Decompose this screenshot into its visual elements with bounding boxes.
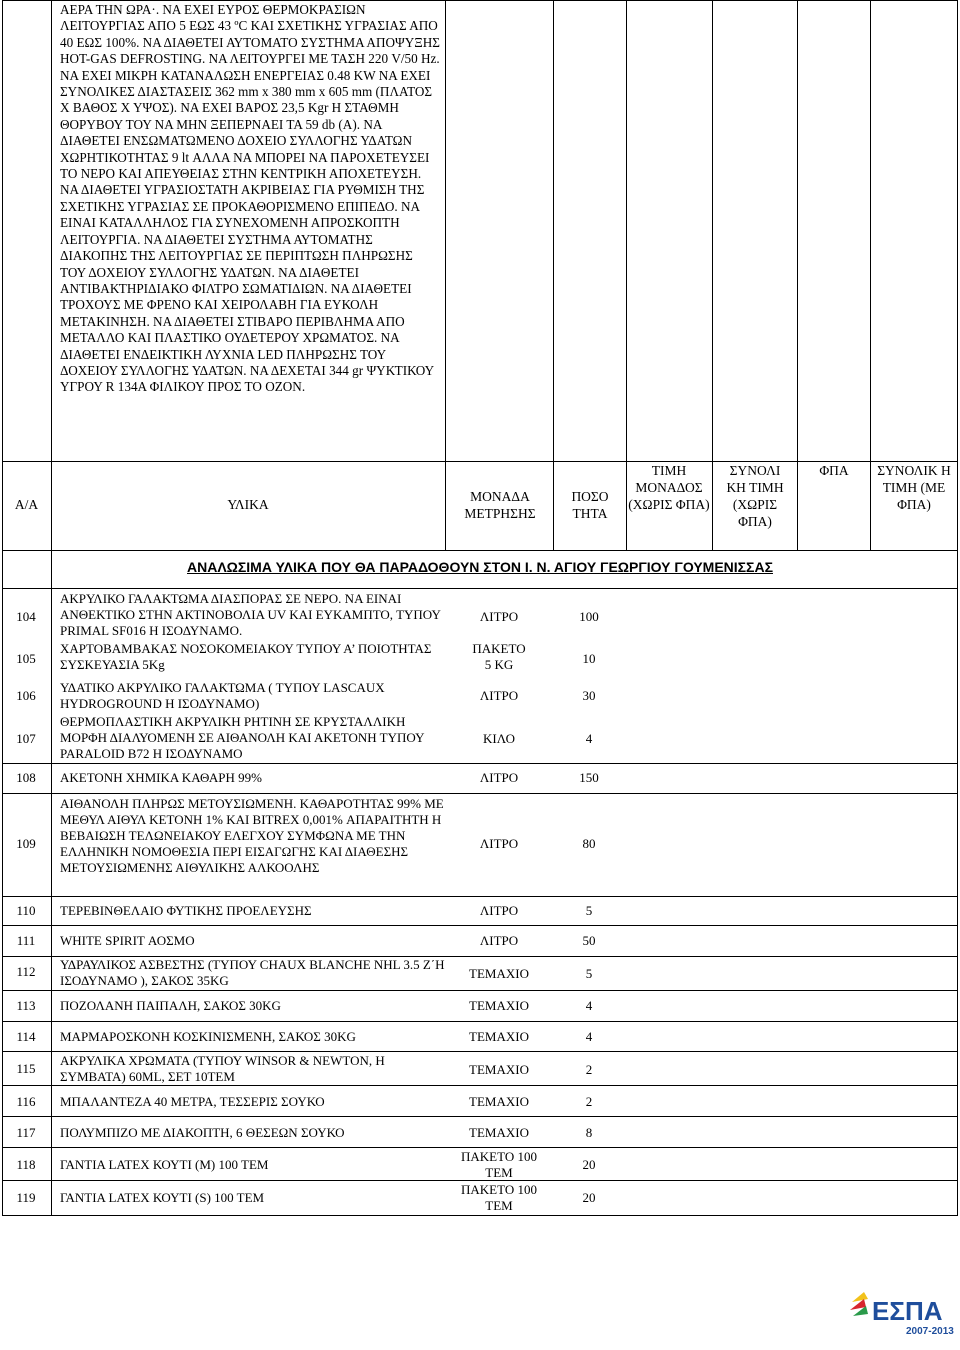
row-item: ΓΑΝΤΙΑ LATEX ΚΟΥΤΙ (Μ) 100 ΤΕΜ	[60, 1157, 269, 1172]
row-item: ΧΑΡΤΟΒΑΜΒΑΚΑΣ ΝΟΣΟΚΟΜΕΙΑΚΟΥ ΤΥΠΟΥ Α’ ΠΟΙΟΤΗΤΑΣ ΣΥΣΚΕΥΑΣΙΑ 5Kg	[60, 641, 432, 672]
logo-years: 2007-2013	[906, 1326, 954, 1337]
row-item: ΠΟΖΟΛΑΝΗ ΠΑΙΠΑΛΗ, ΣΑΚΟΣ 30KG	[60, 998, 281, 1013]
row-qty: 5	[585, 966, 593, 981]
header-unit-price: ΤΙΜΗ ΜΟΝΑΔΟΣ (ΧΩΡΙΣ ΦΠΑ)	[628, 463, 710, 512]
row-item: ΥΔΑΤΙΚΟ ΑΚΡΥΛΙΚΟ ΓΑΛΑΚΤΩΜΑ ( ΤΥΠΟΥ LASCAUX HYDROGROUND Η ΙΣΟΔΥΝΑΜΟ)	[60, 680, 385, 711]
row-unit: ΛΙΤΡΟ	[479, 903, 519, 918]
row-unit: ΠΑΚΕΤΟ 100 ΤΕΜ	[461, 1149, 537, 1180]
row-number: 110	[16, 903, 36, 918]
row-number: 108	[16, 770, 36, 785]
row-item: ΠΟΛΥΜΠΙΖΟ ΜΕ ΔΙΑΚΟΠΤΗ, 6 ΘΕΣΕΩΝ ΣΟΥΚΟ	[60, 1125, 345, 1140]
row-number: 113	[16, 998, 36, 1013]
row-qty: 30	[582, 688, 596, 703]
row-item: ΜΠΑΛΑΝΤΕΖΑ 40 ΜΕΤΡΑ, ΤΕΣΣΕΡΙΣ ΣΟΥΚΟ	[60, 1094, 325, 1109]
row-number: 114	[16, 1029, 36, 1044]
header-qty: ΠΟΣΟ ΤΗΤΑ	[571, 489, 609, 521]
continuation-description: ΑΕΡΑ ΤΗΝ ΩΡΑ·. ΝΑ ΕΧΕΙ ΕΥΡΟΣ ΘΕΡΜΟΚΡΑΣΙΩΝ ΛΕΙΤΟΥΡΓΙΑΣ ΑΠΟ 5 ΕΩΣ 43 ºC ΚΑΙ ΣΧΕΤΙΚΗΣ ΥΓΡΑΣΙΑΣ ΑΠΟ 40 ΕΩΣ 100%. ΝΑ ΔΙΑΘΕΤΕΙ ΑΥΤΟΜΑΤΟ ΣΥΣΤΗΜΑ ΑΠΟΨΥΞΗΣ HOT-GAS DEFROSTING. ΝΑ ΛΕΙΤΟΥΡΓΕΙ ΜΕ ΤΑΣΗ 220 V/50 Hz. ΝΑ ΕΧΕΙ ΜΙΚΡΗ ΚΑΤΑΝΑΛΩΣΗ ΕΝΕΡΓΕΙΑΣ 0.48 KW ΝΑ ΕΧΕΙ ΣΥΝΟΛΙΚΕΣ ΔΙΑΣΤΑΣΕΙΣ 362 mm x 380 mm x 605 mm (ΠΛΑΤΟΣ Χ ΒΑΘΟΣ Χ ΥΨΟΣ). ΝΑ ΕΧΕΙ ΒΑΡΟΣ 23,5 Kgr Η ΣΤΑΘΜΗ ΘΟΡΥΒΟΥ ΤΟΥ ΝΑ ΜΗΝ ΞΕΠΕΡΝΑΕΙ ΤΑ 59 db (A). ΝΑ ΔΙΑΘΕΤΕΙ ΕΝΣΩΜΑΤΩΜΕΝΟ ΔΟΧΕΙΟ ΣΥΛΛΟΓΗΣ ΥΔΑΤΩΝ ΧΩΡΗΤΙΚΟΤΗΤΑΣ 9 lt ΑΛΛΑ ΝΑ ΜΠΟΡΕΙ ΝΑ ΠΑΡΟΧΕΤΕΥΣΕΙ ΤΟ ΝΕΡΟ ΚΑΙ ΑΠΕΥΘΕΙΑΣ ΣΤΗΝ ΚΕΝΤΡΙΚΗ ΑΠΟΧΕΤΕΥΣΗ. ΝΑ ΔΙΑΘΕΤΕΙ ΥΓΡΑΣΙΟΣΤΑΤΗ ΑΚΡΙΒΕΙΑΣ ΓΙΑ ΡΥΘΜΙΣΗ ΤΗΣ ΣΧΕΤΙΚΗΣ ΥΓΡΑΣΙΑΣ ΣΕ ΠΡΟΚΑΘΟΡΙΣΜΕΝΟ ΕΠΙΠΕΔΟ. ΝΑ ΕΙΝΑΙ ΚΑΤΑΛΛΗΛΟΣ ΓΙΑ ΣΥΝΕΧΟΜΕΝΗ ΑΠΡΟΣΚΟΠΤΗ ΛΕΙΤΟΥΡΓΙΑ. ΝΑ ΔΙΑΘΕΤΕΙ ΣΥΣΤΗΜΑ ΑΥΤΟΜΑΤΗΣ ΔΙΑΚΟΠΗΣ ΤΗΣ ΛΕΙΤΟΥΡΓΙΑΣ ΣΕ ΠΕΡΙΠΤΩΣΗ ΠΛΗΡΩΣΗΣ ΤΟΥ ΔΟΧΕΙΟΥ ΣΥΛΛΟΓΗΣ ΥΔΑΤΩΝ. ΝΑ ΔΙΑΘΕΤΕΙ ΑΝΤΙΒΑΚΤΗΡΙΔΙΑΚΟ ΦΙΛΤΡΟ ΣΩΜΑΤΙΔΙΩΝ. ΝΑ ΔΙΑΘΕΤΕΙ ΤΡΟΧΟΥΣ ΜΕ ΦΡΕΝΟ ΚΑΙ ΧΕΙΡΟΛΑΒΗ ΓΙΑ ΕΥΚΟΛΗ ΜΕΤΑΚΙΝΗΣΗ. ΝΑ ΔΙΑΘΕΤΕΙ ΣΤΙΒΑΡΟ ΠΕΡΙΒΛΗΜΑ ΑΠΟ ΜΕΤΑΛΛΟ ΚΑΙ ΠΛΑΣΤΙΚΟ ΟΥΔΕΤΕΡΟΥ ΧΡΩΜΑΤΟΣ. ΝΑ ΔΙΑΘΕΤΕΙ ΕΝΔΕΙΚΤΙΚΗ ΛΥΧΝΙΑ LED ΠΛΗΡΩΣΗΣ ΤΟΥ ΔΟΧΕΙΟΥ ΣΥΛΛΟΓΗΣ ΥΔΑΤΩΝ. ΝΑ ΔΕΧΕΤΑΙ 344 gr ΨΥΚΤΙΚΟΥ ΥΓΡΟΥ R 134A ΦΙΛΙΚΟΥ ΠΡΟΣ ΤΟ ΟΖΟΝ.	[60, 2, 440, 395]
row-unit: ΚΙΛΟ	[483, 731, 515, 746]
logo-text: ΕΣΠΑ	[872, 1296, 943, 1326]
row-unit: ΤΕΜΑΧΙΟ	[469, 998, 529, 1013]
row-item: ΑΙΘΑΝΟΛΗ ΠΛΗΡΩΣ ΜΕΤΟΥΣΙΩΜΕΝΗ. ΚΑΘΑΡΟΤΗΤΑΣ 99% ΜΕ ΜΕΘΥΛ ΑΙΘΥΛ ΚΕΤΟΝΗ 1% ΚΑΙ BITREX 0,001% ΑΠΑΡΑΙΤΗΤΗ Η ΒΕΒΑΙΩΣΗ ΤΕΛΩΝΕΙΑΚΟΥ ΕΛΕΓΧΟΥ ΣΥΜΦΩΝΑ ΜΕ ΤΗΝ ΕΛΛΗΝΙΚΗ ΝΟΜΟΘΕΣΙΑ ΠΕΡΙ ΕΙΣΑΓΩΓΗΣ ΚΑΙ ΔΙΑΘΕΣΗΣ ΜΕΤΟΥΣΙΩΜΕΝΗΣ ΑΙΘΥΛΙΚΗΣ ΑΛΚΟΟΛΗΣ	[60, 796, 444, 875]
row-number: 115	[16, 1061, 36, 1076]
row-qty: 100	[579, 609, 599, 624]
row-unit: ΠΑΚΕΤΟ 100 ΤΕΜ	[461, 1182, 537, 1213]
logo-yellow-shape	[852, 1292, 868, 1302]
row-qty: 10	[582, 651, 596, 666]
row-unit: ΛΙΤΡΟ	[479, 770, 519, 785]
section-title: ΑΝΑΛΩΣΙΜΑ ΥΛΙΚΑ ΠΟΥ ΘΑ ΠΑΡΑΔΟΘΟΥΝ ΣΤΟΝ Ι. Ν. ΑΓΙΟΥ ΓΕΩΡΓΙΟΥ ΓΟΥΜΕΝΙΣΣΑΣ	[187, 559, 773, 575]
header-unit: ΜΟΝΑΔΑ ΜΕΤΡΗΣΗΣ	[464, 489, 536, 521]
row-unit: ΤΕΜΑΧΙΟ	[469, 1029, 529, 1044]
row-unit: ΛΙΤΡΟ	[479, 836, 519, 851]
header-total-no-vat: ΣΥΝΟΛΙ ΚΗ ΤΙΜΗ (ΧΩΡΙΣ ΦΠΑ)	[726, 463, 784, 529]
header-items: ΥΛΙΚΑ	[227, 497, 269, 512]
row-number: 111	[16, 933, 36, 948]
row-qty: 2	[585, 1094, 593, 1109]
row-number: 119	[16, 1190, 36, 1205]
row-qty: 50	[582, 933, 596, 948]
row-unit: ΤΕΜΑΧΙΟ	[469, 1062, 529, 1077]
row-qty: 2	[585, 1062, 593, 1077]
row-item: ΤΕΡΕΒΙΝΘΕΛΑΙΟ ΦΥΤΙΚΗΣ ΠΡΟΕΛΕΥΣΗΣ	[60, 903, 312, 918]
row-unit: ΛΙΤΡΟ	[479, 688, 519, 703]
row-qty: 4	[585, 1029, 593, 1044]
row-number: 107	[16, 731, 36, 746]
row-unit: ΤΕΜΑΧΙΟ	[469, 966, 529, 981]
header-aa: Α/Α	[14, 497, 39, 512]
row-number: 105	[16, 651, 36, 666]
row-number: 106	[16, 688, 36, 703]
row-item: ΜΑΡΜΑΡΟΣΚΟΝΗ ΚΟΣΚΙΝΙΣΜΕΝΗ, ΣΑΚΟΣ 30KG	[60, 1029, 356, 1044]
row-number: 104	[16, 609, 36, 624]
header-vat: ΦΠΑ	[819, 463, 849, 478]
row-item: ΑΚΡΥΛΙΚΑ ΧΡΩΜΑΤΑ (ΤΥΠΟΥ WINSOR & NEWTON, Η ΣΥΜΒΑΤΑ) 60ML, ΣΕΤ 10ΤΕΜ	[60, 1053, 385, 1084]
row-qty: 20	[582, 1190, 596, 1205]
header-total-vat: ΣΥΝΟΛΙΚ Η ΤΙΜΗ (ΜΕ ΦΠΑ)	[877, 463, 951, 512]
row-unit: ΛΙΤΡΟ	[479, 933, 519, 948]
row-number: 116	[16, 1094, 36, 1109]
row-item: ΓΑΝΤΙΑ LATEX ΚΟΥΤΙ (S) 100 ΤΕΜ	[60, 1190, 265, 1205]
row-item: ΘΕΡΜΟΠΛΑΣΤΙΚΗ ΑΚΡΥΛΙΚΗ ΡΗΤΙΝΗ ΣΕ ΚΡΥΣΤΑΛΛΙΚΗ ΜΟΡΦΗ ΔΙΑΛΥΟΜΕΝΗ ΣΕ ΑΙΘΑΝΟΛΗ ΚΑΙ ΑΚΕΤΟΝΗ ΤΥΠΟΥ PARALOID B72 Η ΙΣΟΔΥΝΑΜΟ	[60, 714, 425, 761]
row-number: 117	[16, 1125, 36, 1140]
espa-logo	[850, 1290, 954, 1338]
row-item: ΑΚΡΥΛΙΚΟ ΓΑΛΑΚΤΩΜΑ ΔΙΑΣΠΟΡΑΣ ΣΕ ΝΕΡΟ. ΝΑ ΕΙΝΑΙ ΑΝΘΕΚΤΙΚΟ ΣΤΗΝ ΑΚΤΙΝΟΒΟΛΙΑ UV ΚΑΙ ΕΥΚΑΜΠΤΟ, ΤΥΠΟΥ PRIMAL SF016 Η ΙΣΟΔΥΝΑΜΟ.	[60, 591, 441, 638]
row-number: 118	[16, 1157, 36, 1172]
row-unit: ΤΕΜΑΧΙΟ	[469, 1094, 529, 1109]
row-unit: ΛΙΤΡΟ	[479, 609, 519, 624]
row-qty: 4	[585, 731, 593, 746]
row-item: ΑΚΕΤΟΝΗ ΧΗΜΙΚΑ ΚΑΘΑΡΗ 99%	[60, 770, 262, 785]
row-qty: 80	[582, 836, 596, 851]
row-number: 109	[16, 836, 36, 851]
row-item: ΥΔΡΑΥΛΙΚΟΣ ΑΣΒΕΣΤΗΣ (ΤΥΠΟΥ CHAUX BLANCHE NHL 3.5 Z΄Η ΙΣΟΔΥΝΑΜΟ ), ΣΑΚΟΣ 35KG	[60, 957, 445, 988]
row-qty: 150	[579, 770, 599, 785]
row-item: WHITE SPIRIT ΑΟΣΜΟ	[60, 933, 195, 948]
row-number: 112	[16, 964, 36, 979]
row-qty: 5	[585, 903, 593, 918]
row-qty: 4	[585, 998, 593, 1013]
row-qty: 20	[582, 1157, 596, 1172]
row-qty: 8	[585, 1125, 593, 1140]
row-unit: ΤΕΜΑΧΙΟ	[469, 1125, 529, 1140]
row-unit: ΠΑΚΕΤΟ 5 KG	[472, 641, 526, 672]
